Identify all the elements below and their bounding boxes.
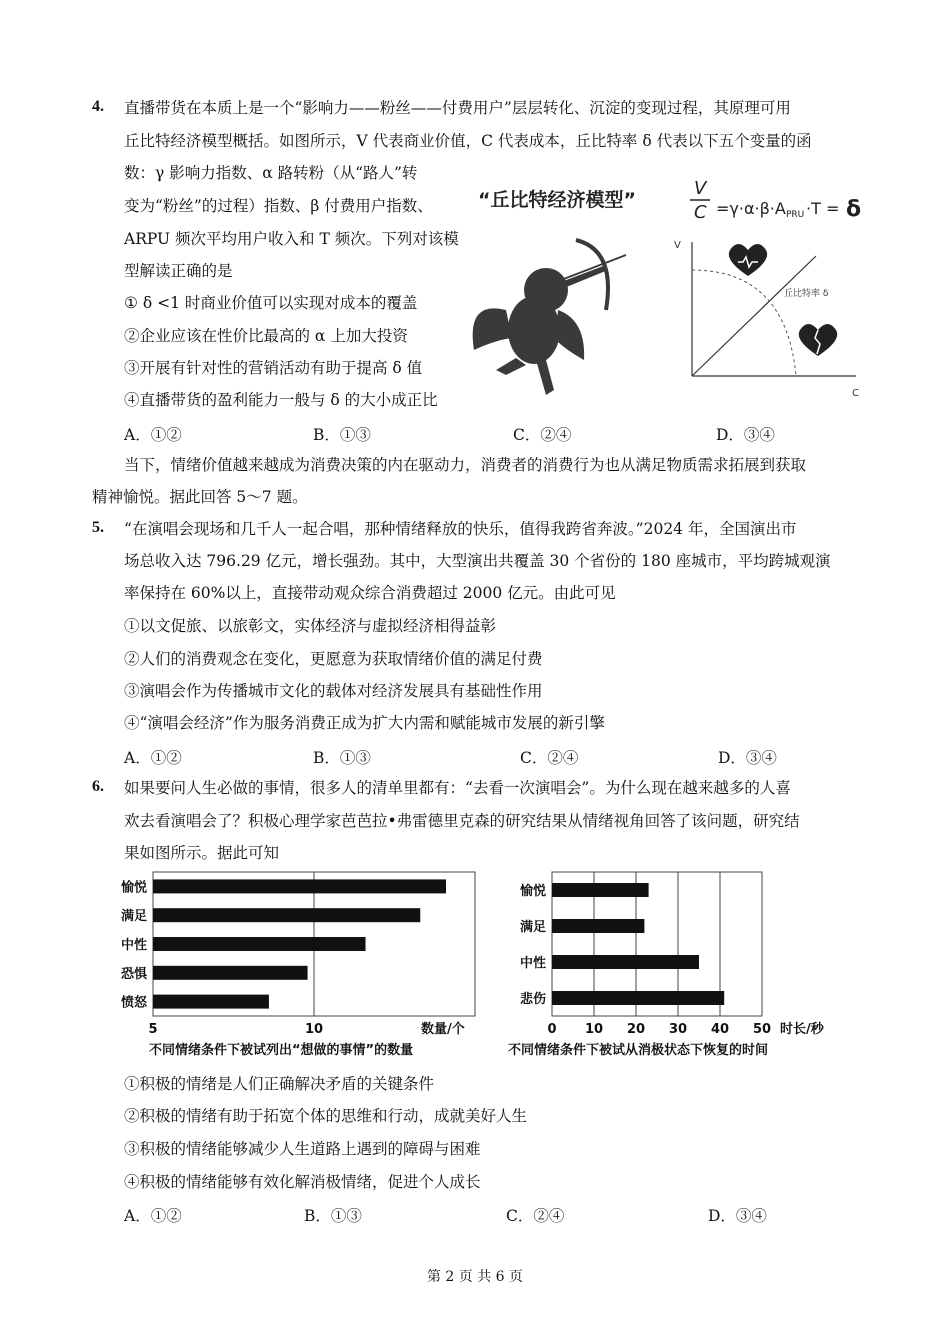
bar-愉悦 (153, 879, 446, 893)
q4-option-c[interactable]: C．②④ (513, 426, 572, 444)
tick-label: 40 (710, 1022, 730, 1037)
q4-line-2: 丘比特经济模型概括。如图所示，V 代表商业价值，C 代表成本，丘比特率 δ 代表以下五个变量的函 (124, 132, 812, 150)
q6-item-1: ①积极的情绪是人们正确解决矛盾的关键条件 (124, 1075, 435, 1093)
q4-line-6: 型解读正确的是 (124, 262, 233, 280)
tick-label: 50 (752, 1022, 772, 1037)
q4-line-3: 数：γ 影响力指数、α 路转粉（从“路人”转 (124, 164, 418, 182)
category-label: 愤怒 (120, 995, 147, 1011)
tick-label: 10 (584, 1022, 604, 1037)
q5-item-1: ①以文促旅、以旅彰文，实体经济与虚拟经济相得益彰 (124, 617, 497, 635)
chart-want-to-do-count (115, 868, 485, 1064)
category-label: 悲伤 (519, 992, 546, 1007)
q6-line-3: 果如图所示。据此可知 (124, 844, 280, 862)
q5-option-b[interactable]: B．①③ (313, 749, 371, 767)
q6-item-2: ②积极的情绪有助于拓宽个体的思维和行动，成就美好人生 (124, 1107, 528, 1125)
q6-option-a[interactable]: A．①② (124, 1207, 182, 1225)
bar-愉悦 (552, 883, 649, 897)
q5-item-2: ②人们的消费观念在变化，更愿意为获取情绪价值的满足付费 (124, 650, 543, 668)
category-label: 满足 (519, 920, 546, 935)
q5-option-d[interactable]: D．③④ (718, 749, 777, 767)
q5-option-c[interactable]: C．②④ (520, 749, 579, 767)
tick-label: 5 (148, 1022, 158, 1037)
intro-line-2: 精神愉悦。据此回答 5～7 题。 (92, 488, 308, 506)
page-footer: 第 2 页 共 6 页 (426, 1269, 524, 1285)
tick-label: 30 (668, 1022, 688, 1037)
figure-title: “丘比特经济模型” (478, 189, 636, 211)
q6-line-2: 欢去看演唱会了？积极心理学家芭芭拉•弗雷德里克森的研究结果从情绪视角回答了该问题，研究结 (124, 812, 800, 830)
svg-text:PRU: PRU (786, 210, 805, 220)
bar-悲伤 (552, 991, 724, 1005)
q4-option-d[interactable]: D．③④ (716, 426, 775, 444)
heart-icon (729, 244, 767, 276)
bar-满足 (552, 919, 644, 933)
q4-line-1: 直播带货在本质上是一个“影响力——粉丝——付费用户”层层转化、沉淀的变现过程，其原理可用 (124, 99, 791, 117)
chart-title: 不同情绪条件下被试列出“想做的事情”的数量 (149, 1043, 414, 1058)
q5-option-a[interactable]: A．①② (124, 749, 182, 767)
q6-option-b[interactable]: B．①③ (304, 1207, 362, 1225)
category-label: 中性 (120, 938, 147, 953)
svg-text:δ: δ (846, 197, 862, 222)
q4-item-2: ②企业应该在性价比最高的 α 上加大投资 (124, 327, 408, 345)
tick-label: 0 (547, 1022, 557, 1037)
bar-恐惧 (153, 966, 308, 980)
q4-item-4: ④直播带货的盈利能力一般与 δ 的大小成正比 (124, 391, 438, 409)
q6-item-4: ④积极的情绪能够有效化解消极情绪，促进个人成长 (124, 1173, 481, 1191)
q4-option-b[interactable]: B．①③ (313, 426, 371, 444)
q5-line-2: 场总收入达 796.29 亿元，增长强劲。其中，大型演出共覆盖 30 个省份的 180 座城市，平均跨城观演 (124, 552, 831, 570)
q6-option-d[interactable]: D．③④ (708, 1207, 767, 1225)
category-label: 恐惧 (120, 966, 147, 982)
line-label: 丘比特率 δ (784, 289, 829, 299)
q6-item-3: ③积极的情绪能够减少人生道路上遇到的障碍与困难 (124, 1140, 481, 1158)
q4-line-4: 变为“粉丝”的过程）指数、β 付费用户指数、 (124, 197, 433, 215)
svg-text:=γ·α·β·A: =γ·α·β·A (716, 199, 786, 218)
x-axis-label: 时长/秒 (780, 1022, 824, 1037)
category-label: 满足 (120, 909, 147, 925)
category-label: 愉悦 (120, 880, 147, 896)
q4-item-3: ③开展有针对性的营销活动有助于提高 δ 值 (124, 359, 423, 377)
svg-text:C: C (694, 202, 707, 223)
category-label: 愉悦 (519, 884, 546, 899)
axis-c-label: C (852, 388, 859, 399)
q5-number: 5. (92, 519, 104, 536)
q4-line-5: ARPU 频次平均用户收入和 T 频次。下列对该模 (124, 230, 459, 248)
q6-number: 6. (92, 778, 104, 795)
svg-text:·T =: ·T = (806, 199, 840, 218)
intro-line-1: 当下，情绪价值越来越成为消费决策的内在驱动力，消费者的消费行为也从满足物质需求拓展到获取 (124, 456, 807, 474)
bar-中性 (153, 937, 366, 951)
tick-label: 20 (626, 1022, 646, 1037)
q5-line-3: 率保持在 60%以上，直接带动观众综合消费超过 2000 亿元。由此可见 (124, 584, 616, 602)
q4-number: 4. (92, 98, 104, 115)
cupid-model-figure (466, 170, 874, 404)
q5-line-1: “在演唱会现场和几千人一起合唱，那种情绪释放的快乐，值得我跨省奔波。”2024 年，全国演出市 (124, 520, 797, 538)
tick-label: 10 (304, 1022, 324, 1037)
bar-愤怒 (153, 995, 269, 1009)
q6-line-1: 如果要问人生必做的事情，很多人的清单里都有：“去看一次演唱会”。为什么现在越来越多的人喜 (124, 779, 791, 797)
x-axis-label: 数量/个 (421, 1022, 465, 1037)
cupid-icon (473, 265, 608, 395)
chart-recovery-time (500, 868, 840, 1064)
q6-option-c[interactable]: C．②④ (506, 1207, 565, 1225)
bar-中性 (552, 955, 699, 969)
category-label: 中性 (519, 956, 546, 971)
q5-item-3: ③演唱会作为传播城市文化的载体对经济发展具有基础性作用 (124, 682, 543, 700)
q5-item-4: ④“演唱会经济”作为服务消费正成为扩大内需和赋能城市发展的新引擎 (124, 714, 605, 732)
q4-item-1: ① δ <1 时商业价值可以实现对成本的覆盖 (124, 294, 418, 312)
svg-text:V: V (694, 178, 707, 199)
chart-title: 不同情绪条件下被试从消极状态下恢复的时间 (508, 1043, 769, 1058)
axis-v-label: V (674, 240, 681, 251)
bar-满足 (153, 908, 420, 922)
q4-option-a[interactable]: A．①② (124, 426, 182, 444)
